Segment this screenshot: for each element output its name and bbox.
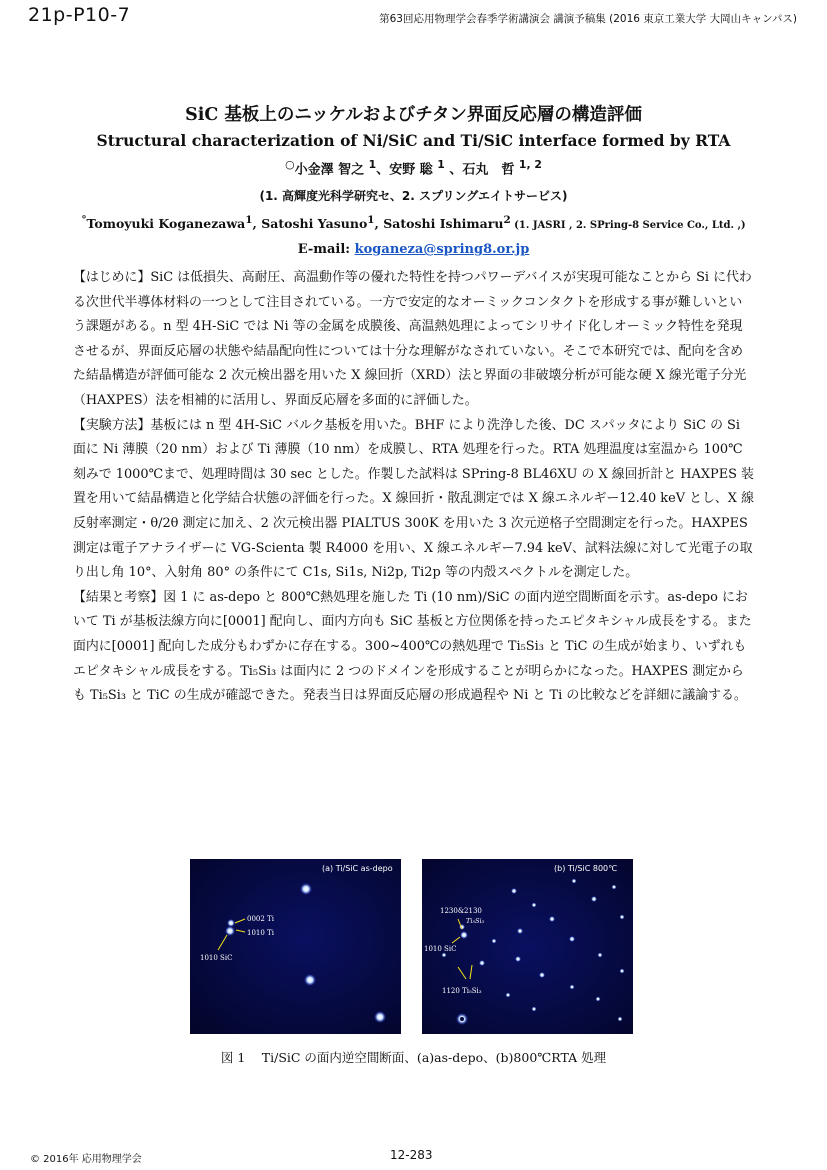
label-1120-ti5si3: 1120 Ti₅Si₃ <box>442 987 482 995</box>
label-1010-sic-b: 1010 SiC <box>424 945 457 953</box>
figure-panel-b <box>422 859 633 1034</box>
diffraction-spot <box>300 883 312 895</box>
author-3-affil: 1, 2 <box>518 158 542 171</box>
diffraction-spot <box>506 993 511 998</box>
diffraction-spot <box>612 885 617 890</box>
affiliation-japanese: (1. 高輝度光科学研究セ、2. スプリングエイトサービス) <box>259 189 568 203</box>
panel-a-image <box>190 859 401 1034</box>
body-text <box>73 266 755 709</box>
diffraction-spot <box>620 969 625 974</box>
beam-stop-center <box>460 1017 464 1021</box>
label-ti5si3-b: Ti₅Si₃ <box>466 917 485 925</box>
diffraction-spot <box>225 926 235 936</box>
author-2: 安野 聡 <box>389 162 433 178</box>
diffraction-spot <box>532 1007 537 1012</box>
paragraph-methods: 【実験方法】基板には n 型 4H-SiC バルク基板を用いた。BHF により洗浄した後、DC スパッタにより SiC の Si 面に Ni 薄膜（20 nm）および Ti 薄膜（10 nm）を成膜し、RTA 処理を行った。RTA 処理温度は室温から 100℃刻みで 1000℃まで、処理時間は 30 sec とした。作製した試料は SPring-8 BL46XU の X 線回折計と HAXPES 装置を用いて結晶構造と化学結合状態の評価を行った。X 線回折・散乱測定では X 線エネルギー12.40 keV とし、X 線反射率測定・θ/2θ 測定に加え、2 次元検出器 PIALTUS 300K を用いた 3 次元逆格子空間測定を行った。HAXPES 測定は電子アナライザーに VG-Scienta 製 R4000 を用い、X 線エネルギー7.94 keV、試料法線に対して光電子の取り出し角 10°、入射角 80° の条件にて C1s, Si1s, Ni2p, Ti2p 等の内殻スペクトルを測定した。 <box>73 417 754 581</box>
author-3: 石丸 哲 <box>462 162 515 178</box>
diffraction-spot <box>479 960 485 966</box>
panel-a-background <box>190 859 401 1034</box>
diffraction-spot <box>572 879 577 884</box>
diffraction-spot <box>591 896 597 902</box>
email-label: E-mail: <box>297 242 355 257</box>
diffraction-spot <box>596 997 601 1002</box>
copyright: © 2016年 応用物理学会 <box>30 1154 142 1165</box>
title-japanese: SiC 基板上のニッケルおよびチタン界面反応層の構造評価 <box>185 105 642 125</box>
title-english: Structural characterization of Ni/SiC and Ti/SiC interface formed by RTA <box>96 131 731 150</box>
diffraction-spot <box>492 939 497 944</box>
figure-caption: 図 1 Ti/SiC の面内逆空間断面、(a)as-depo、(b)800℃RTA 処理 <box>220 1050 607 1065</box>
panel-a-title: (a) Ti/SiC as-depo <box>322 864 393 873</box>
author-1-en-affil: 1 <box>245 214 253 226</box>
conference-header: 第63回応用物理学会春季学術講演会 講演予稿集 (2016 東京工業大学 大岡山キャンパス) <box>379 13 797 25</box>
presenter-mark: ○ <box>285 158 295 171</box>
paper-code: 21p-P10-7 <box>28 4 131 26</box>
diffraction-spot <box>620 915 625 920</box>
author-2-en-affil: 1 <box>367 214 375 226</box>
paragraph-introduction: 【はじめに】SiC は低損失、高耐圧、高温動作等の優れた特性を持つパワーデバイスが実現可能なことから Si に代わる次世代半導体材料の一つとして注目されている。一方で安定的なオーミックコンタクトを形成する事が難しいという課題がある。n 型 4H-SiC では Ni 等の金属を成膜後、高温熱処理によってシリサイド化しオーミック特性を発現させるが、界面反応層の状態や結晶配向性については十分な理解がなされていない。そこで本研究では、配向を含めた結晶構造が評価可能な 2 次元検出器を用いた X 線回折（XRD）法と界面の非破壊分析が可能な硬 X 線光電子分光（HAXPES）法を相補的に活用し、界面反応層を多面的に評価した。 <box>73 270 752 408</box>
diffraction-spot <box>618 1017 623 1022</box>
author-2-affil: 1 <box>437 158 445 171</box>
authors-english <box>0 214 827 231</box>
diffraction-spot <box>517 928 523 934</box>
author-1-en: Tomoyuki Koganezawa <box>86 216 246 232</box>
affiliation-english: (1. JASRI , 2. SPring-8 Service Co., Ltd. ,) <box>510 220 746 232</box>
diffraction-spot <box>460 931 468 939</box>
email-line <box>0 242 827 257</box>
diffraction-spot <box>570 985 575 990</box>
author-3-en-affil: 2 <box>503 214 511 226</box>
label-1010-ti: 1010 Ti <box>247 929 274 937</box>
diffraction-spot <box>532 903 537 908</box>
diffraction-spot <box>539 972 545 978</box>
presenter-mark-en: ° <box>81 214 87 226</box>
authors-japanese: ○小金澤 智之 $^1$、安野 聡 $^1$ 、石丸 哲 $^{1, 2}$ <box>285 158 542 178</box>
label-1230-2130: 1230&2130 <box>440 907 482 915</box>
diffraction-spot <box>569 936 575 942</box>
diffraction-spot <box>515 956 521 962</box>
author-2-en: , Satoshi Yasuno <box>252 216 368 232</box>
author-3-en: , Satoshi Ishimaru <box>374 216 504 232</box>
paragraph-results: 【結果と考察】図 1 に as-depo と 800℃熱処理を施した Ti (10 nm)/SiC の面内逆空間断面を示す。as-depo において Ti が基板法線方向に[0001] 配向し、面内方向も SiC 基板と方位関係を持ったエピタキシャル成長をする。また面内に[0001] 配向した成分もわずかに存在する。300~400℃の熱処理で Ti₅Si₃ と TiC の生成が始まり、いずれもエピタキシャル成長をする。Ti₅Si₃ は面内に 2 つのドメインを形成することが明らかになった。HAXPES 測定からも Ti₅Si₃ と TiC の生成が確認できた。発表当日は界面反応層の形成過程や Ni と Ti の比較などを詳細に議論する。 <box>73 589 752 704</box>
label-0002-ti: 0002 Ti <box>247 915 274 923</box>
diffraction-spot <box>511 888 517 894</box>
author-1-affil: 1 <box>368 158 377 171</box>
diffraction-spot <box>442 953 447 958</box>
panel-b-title: (b) Ti/SiC 800℃ <box>554 864 618 873</box>
author-1: 小金澤 智之 <box>294 162 365 178</box>
diffraction-spot <box>374 1011 386 1023</box>
label-1010-sic: 1010 SiC <box>200 954 233 962</box>
diffraction-spot <box>227 919 235 927</box>
diffraction-spot <box>598 953 603 958</box>
page-number: 12-283 <box>390 1148 433 1162</box>
figure-panel-a <box>190 859 401 1034</box>
panel-b-image <box>422 859 633 1034</box>
diffraction-spot <box>304 974 316 986</box>
email-link[interactable]: koganeza@spring8.or.jp <box>354 242 530 257</box>
figure-1 <box>190 859 633 1034</box>
diffraction-spot <box>549 916 555 922</box>
